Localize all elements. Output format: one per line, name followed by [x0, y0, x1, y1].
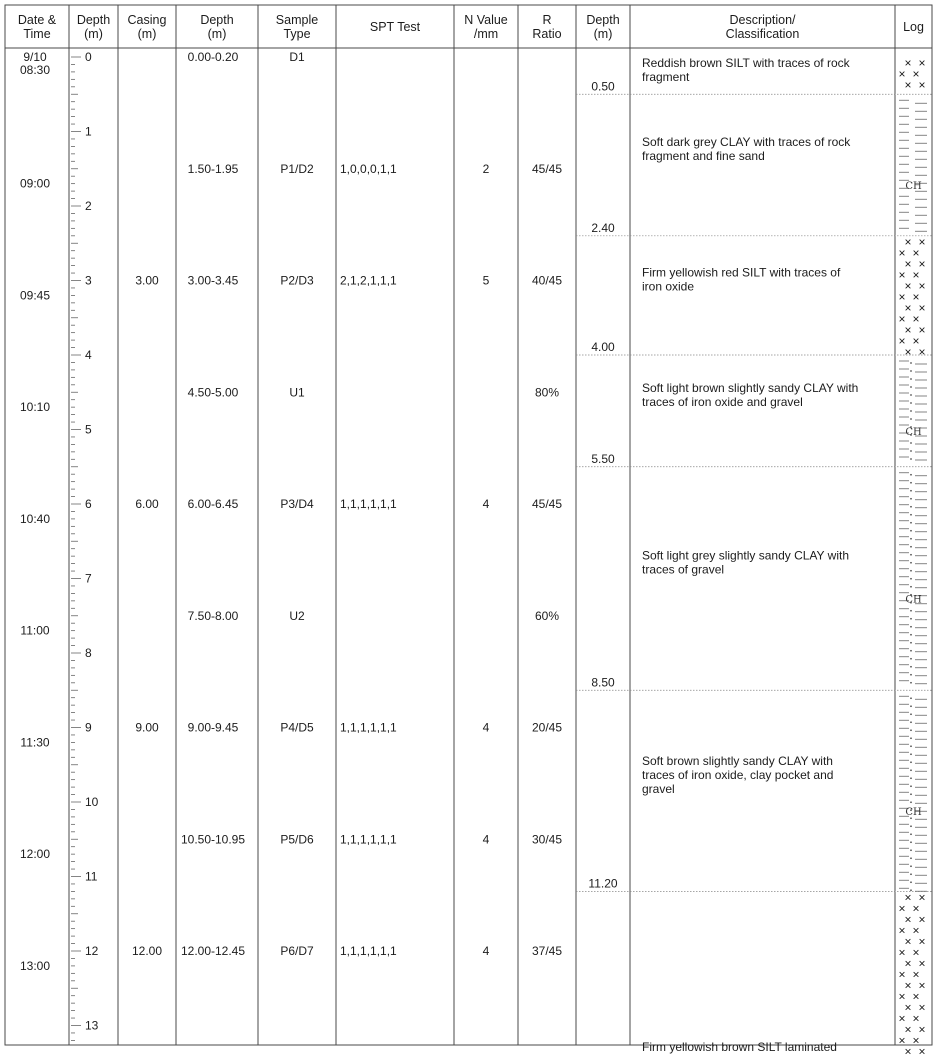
sand-dot — [910, 745, 912, 747]
silt-mark: × — [904, 234, 912, 249]
sand-dot — [910, 833, 912, 835]
depth-scale-label: 5 — [85, 422, 92, 437]
log-pattern-sandyclay — [899, 361, 927, 460]
n-value: 5 — [482, 273, 490, 288]
strata-description: Reddish brown SILT with traces of rock — [642, 56, 850, 70]
sand-dot — [910, 650, 912, 652]
silt-mark: × — [904, 1022, 912, 1037]
strata-description: fragment and fine sand — [642, 149, 765, 164]
silt-mark: × — [904, 322, 912, 337]
sand-dot — [910, 442, 912, 444]
silt-mark: × — [912, 1011, 920, 1026]
silt-mark: × — [912, 901, 920, 916]
sample-type: P3/D4 — [280, 497, 314, 511]
strata-description: Firm yellowish red SILT with traces of — [642, 265, 841, 280]
sand-dot — [910, 841, 912, 843]
silt-mark: × — [904, 1044, 912, 1055]
header-description: Description/ — [729, 13, 796, 27]
silt-mark: × — [898, 267, 906, 282]
casing-value: 3.00 — [135, 273, 159, 288]
silt-mark: × — [898, 989, 906, 1004]
sand-dot — [910, 362, 912, 364]
sample-type: U2 — [289, 608, 305, 623]
time-label: 09:00 — [19, 176, 51, 191]
depth-scale-label: 1 — [85, 124, 92, 139]
spt-test-value: 2,1,2,1,1,1 — [340, 273, 397, 288]
strata-description: fragment — [642, 70, 690, 84]
sand-dot — [910, 402, 912, 404]
silt-mark: × — [912, 945, 920, 960]
silt-mark: × — [898, 923, 906, 938]
header-casing-m: (m) — [137, 27, 157, 41]
sand-dot — [910, 370, 912, 372]
sand-dot — [910, 586, 912, 588]
silt-mark: × — [904, 344, 912, 359]
silt-mark: × — [898, 311, 906, 326]
sample-type: P4/D5 — [280, 720, 314, 735]
strata-depth-label: 8.50 — [591, 675, 615, 690]
sand-dot — [910, 506, 912, 508]
sand-dot — [910, 769, 912, 771]
silt-mark: × — [904, 934, 912, 949]
casing-value: 9.00 — [135, 720, 159, 735]
depth-scale-label: 4 — [85, 348, 92, 362]
silt-mark: × — [912, 311, 920, 326]
sand-dot — [910, 394, 912, 396]
sand-dot — [910, 482, 912, 484]
silt-mark: × — [912, 333, 920, 348]
sand-dot — [910, 658, 912, 660]
sample-depth-range: 4.50-5.00 — [187, 385, 239, 400]
n-value: 4 — [482, 497, 490, 511]
sand-dot — [910, 777, 912, 779]
strata-depth-label: 5.50 — [591, 451, 615, 466]
r-ratio: 20/45 — [531, 720, 563, 735]
n-value: 4 — [482, 832, 490, 847]
header-sample-depth-m: (m) — [207, 27, 227, 41]
silt-mark: × — [904, 78, 912, 92]
depth-scale-label: 12 — [85, 944, 99, 958]
sand-dot — [910, 490, 912, 492]
strata-description: traces of iron oxide and gravel — [642, 394, 803, 409]
header-strata-depth-m: (m) — [593, 27, 613, 41]
r-ratio: 60% — [534, 608, 560, 623]
silt-mark: × — [904, 978, 912, 993]
silt-mark: × — [918, 912, 926, 927]
header-date-time: Date & — [17, 13, 57, 27]
strata-description: iron oxide — [642, 279, 695, 294]
sample-depth-range: 12.00-12.45 — [180, 944, 246, 958]
silt-mark: × — [918, 344, 926, 359]
header-log: Log — [903, 20, 924, 34]
header-r-ratio: R — [542, 13, 552, 27]
sand-dot — [910, 610, 912, 612]
sand-dot — [910, 729, 912, 731]
sand-dot — [910, 522, 912, 524]
clay-symbol: CH — [905, 181, 922, 193]
sand-dot — [910, 626, 912, 628]
header-n-value: N Value — [464, 13, 508, 27]
n-value: 4 — [482, 720, 490, 735]
r-ratio: 30/45 — [531, 832, 563, 847]
r-ratio: 45/45 — [531, 161, 563, 176]
depth-scale-label: 2 — [85, 199, 92, 213]
silt-mark: × — [918, 78, 926, 92]
sample-depth-range: 3.00-3.45 — [187, 273, 239, 288]
spt-test-value: 1,1,1,1,1,1 — [340, 832, 397, 847]
sand-dot — [910, 713, 912, 715]
sand-dot — [910, 530, 912, 532]
sand-dot — [910, 378, 912, 380]
silt-mark: × — [904, 890, 912, 905]
silt-mark: × — [918, 278, 926, 293]
sand-dot — [910, 785, 912, 787]
time-label: 11:00 — [20, 623, 50, 638]
sample-depth-range: 7.50-8.00 — [187, 608, 239, 623]
sand-dot — [910, 642, 912, 644]
n-value: 2 — [482, 161, 490, 176]
header-spt-test: SPT Test — [369, 20, 421, 34]
sand-dot — [910, 618, 912, 620]
r-ratio: 80% — [534, 385, 560, 400]
sand-dot — [910, 562, 912, 564]
silt-mark: × — [904, 1000, 912, 1015]
log-pattern-sandyclay — [899, 473, 927, 684]
sand-dot — [910, 386, 912, 388]
sand-dot — [910, 634, 912, 636]
depth-scale-label: 0 — [85, 50, 92, 64]
silt-mark: × — [898, 967, 906, 982]
strata-depth-label: 0.50 — [591, 79, 615, 94]
silt-mark: × — [912, 1033, 920, 1048]
header-sample-type: Type — [283, 27, 311, 41]
silt-mark: × — [912, 923, 920, 938]
depth-scale-label: 7 — [85, 571, 92, 586]
log-pattern-clay — [899, 100, 927, 231]
silt-mark: × — [898, 901, 906, 916]
sand-dot — [910, 514, 912, 516]
strata-description: Soft light brown slightly sandy CLAY with — [642, 380, 859, 395]
sand-dot — [910, 705, 912, 707]
sample-type: P5/D6 — [280, 832, 314, 847]
sand-dot — [910, 666, 912, 668]
silt-mark: × — [918, 1022, 926, 1037]
strata-description: gravel — [642, 781, 675, 796]
sand-dot — [910, 825, 912, 827]
sand-dot — [910, 857, 912, 859]
header-date-time: Time — [23, 27, 51, 41]
strata-description: traces of gravel — [642, 562, 725, 577]
silt-mark: × — [918, 256, 926, 271]
clay-symbol: CH — [905, 594, 922, 606]
sand-dot — [910, 578, 912, 580]
header-sample-type: Sample — [275, 13, 319, 27]
time-label: 11:30 — [20, 735, 50, 750]
sample-type: P6/D7 — [280, 944, 314, 958]
depth-scale-label: 9 — [85, 720, 92, 735]
sand-dot — [910, 881, 912, 883]
log-pattern-silt — [898, 56, 925, 92]
silt-mark: × — [912, 989, 920, 1004]
sand-dot — [910, 418, 912, 420]
sand-dot — [910, 721, 912, 723]
spt-test-value: 1,0,0,0,1,1 — [340, 161, 397, 176]
silt-mark: × — [912, 267, 920, 282]
sand-dot — [910, 410, 912, 412]
log-pattern-silt — [898, 890, 925, 1055]
depth-scale-label: 8 — [85, 646, 92, 660]
header-n-value: /mm — [473, 27, 499, 41]
sand-dot — [910, 538, 912, 540]
time-label: 9/10 — [23, 50, 47, 64]
sand-dot — [910, 570, 912, 572]
header-strata-depth-m: Depth — [586, 13, 620, 27]
depth-scale-label: 11 — [85, 869, 98, 884]
sand-dot — [910, 554, 912, 556]
clay-symbol: CH — [905, 806, 922, 818]
silt-mark: × — [898, 333, 906, 348]
silt-mark: × — [918, 322, 926, 337]
sand-dot — [910, 450, 912, 452]
silt-mark: × — [918, 1000, 926, 1015]
sample-depth-range: 0.00-0.20 — [187, 50, 239, 64]
header-depth-m: (m) — [84, 27, 103, 41]
silt-mark: × — [904, 300, 912, 315]
sand-dot — [910, 546, 912, 548]
depth-scale-label: 13 — [85, 1018, 99, 1033]
silt-mark: × — [912, 245, 920, 260]
sand-dot — [910, 761, 912, 763]
r-ratio: 37/45 — [531, 944, 563, 958]
silt-mark: × — [904, 256, 912, 271]
casing-value: 12.00 — [131, 944, 163, 958]
silt-mark: × — [904, 56, 912, 70]
time-label: 10:10 — [19, 400, 51, 415]
strata-description: Soft dark grey CLAY with traces of rock — [642, 135, 851, 150]
strata-description: traces of iron oxide, clay pocket and — [642, 767, 834, 782]
strata-description: Soft light grey slightly sandy CLAY with — [642, 548, 849, 563]
silt-mark: × — [904, 278, 912, 293]
depth-scale-label: 3 — [85, 273, 92, 288]
sand-dot — [910, 474, 912, 476]
sample-type: D1 — [289, 50, 305, 64]
sand-dot — [910, 801, 912, 803]
strata-depth-label: 11.20 — [588, 876, 618, 891]
header-depth-m: Depth — [76, 13, 111, 27]
silt-mark: × — [918, 956, 926, 971]
silt-mark: × — [918, 56, 926, 70]
strata-description: Soft brown slightly sandy CLAY with — [642, 753, 833, 768]
sand-dot — [910, 682, 912, 684]
silt-mark: × — [918, 300, 926, 315]
sample-depth-range: 10.50-10.95 — [180, 832, 246, 847]
r-ratio: 45/45 — [531, 497, 563, 511]
spt-test-value: 1,1,1,1,1,1 — [340, 720, 397, 735]
silt-mark: × — [898, 67, 906, 81]
sand-dot — [910, 873, 912, 875]
sample-type: P1/D2 — [280, 161, 314, 176]
n-value: 4 — [482, 944, 490, 958]
time-label: 10:40 — [19, 511, 51, 526]
silt-mark: × — [918, 234, 926, 249]
silt-mark: × — [904, 956, 912, 971]
silt-mark: × — [898, 1033, 906, 1048]
spt-test-value: 1,1,1,1,1,1 — [340, 944, 397, 958]
depth-scale-label: 6 — [85, 497, 92, 511]
header-sample-depth-m: Depth — [200, 13, 234, 27]
sand-dot — [910, 849, 912, 851]
r-ratio: 40/45 — [531, 273, 563, 288]
sand-dot — [910, 737, 912, 739]
header-r-ratio: Ratio — [532, 27, 562, 41]
sand-dot — [910, 458, 912, 460]
strata-depth-label: 2.40 — [591, 220, 615, 235]
silt-mark: × — [912, 67, 920, 81]
silt-mark: × — [912, 289, 920, 304]
sample-type: U1 — [289, 385, 305, 400]
time-label: 13:00 — [19, 958, 51, 973]
header-description: Classification — [725, 27, 800, 41]
silt-mark: × — [898, 245, 906, 260]
sample-depth-range: 9.00-9.45 — [187, 720, 239, 735]
silt-mark: × — [912, 967, 920, 982]
time-label: 12:00 — [19, 847, 51, 862]
spt-test-value: 1,1,1,1,1,1 — [340, 497, 397, 511]
sample-type: P2/D3 — [280, 273, 314, 288]
sand-dot — [910, 753, 912, 755]
silt-mark: × — [918, 934, 926, 949]
sand-dot — [910, 498, 912, 500]
time-label: 09:45 — [19, 288, 51, 303]
sample-depth-range: 6.00-6.45 — [187, 497, 239, 511]
casing-value: 6.00 — [135, 497, 159, 511]
silt-mark: × — [918, 1044, 926, 1055]
header-casing-m: Casing — [127, 13, 167, 27]
log-pattern-sandyclay — [899, 696, 927, 891]
sand-dot — [910, 793, 912, 795]
time-label: 08:30 — [19, 63, 51, 77]
sand-dot — [910, 865, 912, 867]
silt-mark: × — [898, 289, 906, 304]
strata-depth-label: 4.00 — [591, 340, 615, 354]
silt-mark: × — [918, 890, 926, 905]
sand-dot — [910, 674, 912, 676]
strata-description: Firm yellowish brown SILT laminated — [642, 1040, 837, 1055]
silt-mark: × — [904, 912, 912, 927]
sand-dot — [910, 697, 912, 699]
clay-symbol: CH — [905, 426, 922, 438]
silt-mark: × — [898, 945, 906, 960]
sample-depth-range: 1.50-1.95 — [187, 161, 239, 176]
silt-mark: × — [898, 1011, 906, 1026]
depth-scale-label: 10 — [85, 795, 99, 809]
silt-mark: × — [918, 978, 926, 993]
log-pattern-silt — [898, 235, 925, 359]
